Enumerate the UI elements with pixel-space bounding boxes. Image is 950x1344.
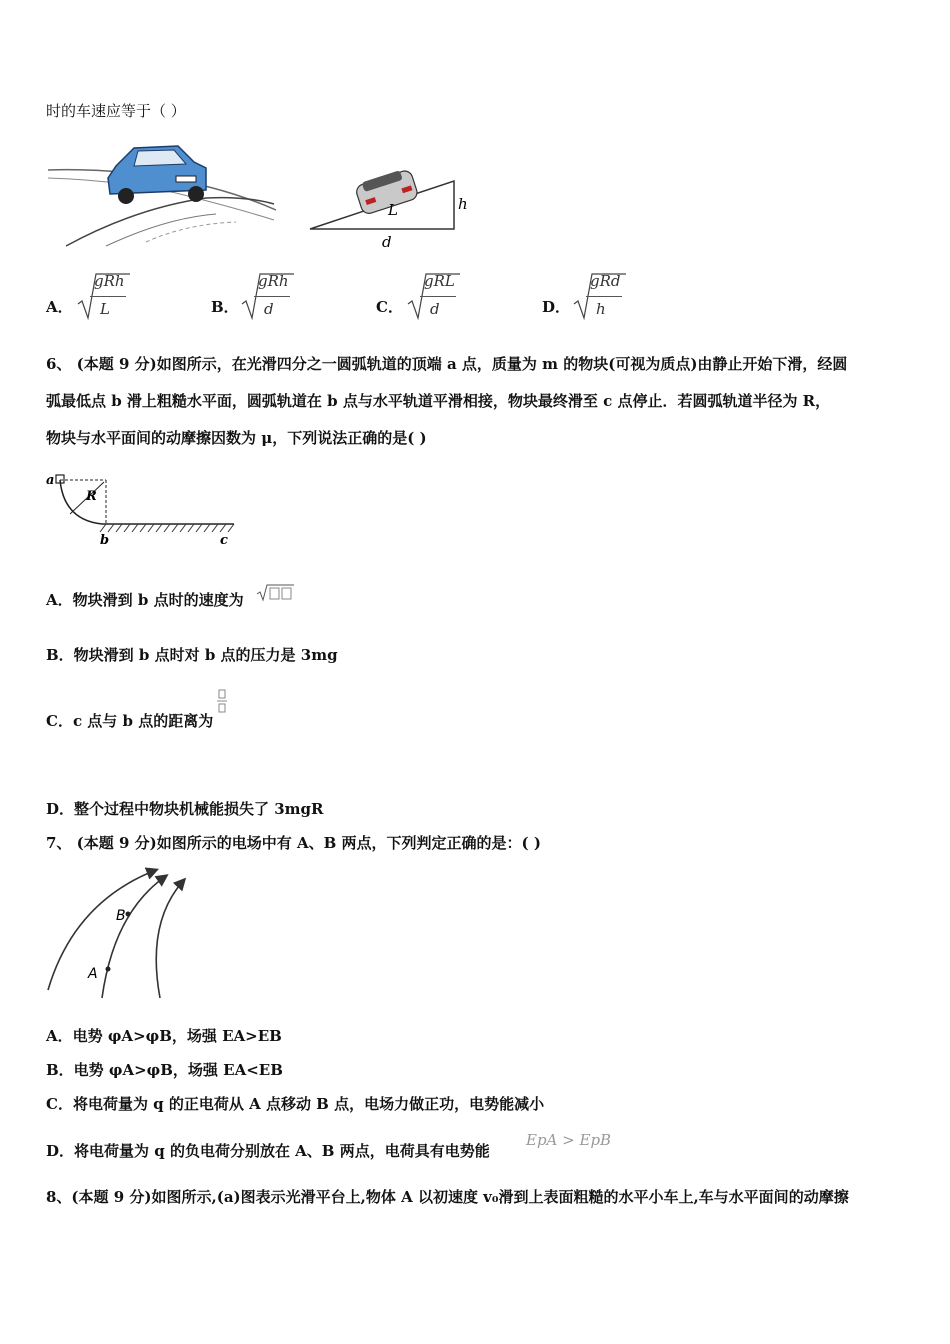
- incline-car-diagram: [308, 155, 470, 250]
- q8-stem: 8、(本题 9 分)如图所示,(a)图表示光滑平台上,物体 A 以初速度 v₀滑到上表面粗糙的水平小车上,车与水平面间的动摩擦: [46, 1188, 849, 1206]
- car-curve-illustration: [46, 138, 278, 250]
- electric-field-lines-diagram: [44, 862, 194, 1004]
- label-R: R: [86, 489, 97, 504]
- q6-stem-line1: 6、 (本题 9 分)如图所示，在光滑四分之一圆弧轨道的顶端 a 点，质量为 m 的物块(可视为质点)由静止开始下滑，经圆: [46, 355, 848, 373]
- label-A: A: [88, 966, 98, 982]
- q6-option-d[interactable]: D．整个过程中物块机械能损失了 3mgR: [46, 800, 324, 818]
- q7-option-b[interactable]: B．电势 φA>φB，场强 EA<EB: [46, 1061, 283, 1079]
- label-L: L: [388, 201, 398, 219]
- potential-energy-formula: EpA > EpB: [526, 1131, 612, 1149]
- q5-stem-tail: 时的车速应等于（ ）: [46, 102, 186, 120]
- q6-option-c-text: C．c 点与 b 点的距离为: [46, 712, 214, 730]
- option-letter: A．: [46, 298, 73, 316]
- q6-option-b[interactable]: B．物块滑到 b 点时对 b 点的压力是 3mg: [46, 646, 338, 664]
- radical-formula: gRd h: [572, 270, 628, 322]
- sqrt-placeholder-formula: [256, 583, 296, 603]
- label-b: b: [100, 533, 110, 548]
- q6-stem-line3: 物块与水平面间的动摩擦因数为 μ，下列说法正确的是( ): [46, 429, 427, 447]
- radical-formula: gRh d: [240, 270, 296, 322]
- q7-option-c[interactable]: C．将电荷量为 q 的正电荷从 A 点移动 B 点，电场力做正功，电势能减小: [46, 1095, 545, 1113]
- q6-stem-line2: 弧最低点 b 滑上粗糙水平面，圆弧轨道在 b 点与水平轨道平滑相接，物块最终滑至 c 点停止．若圆弧轨道半径为 R，: [46, 392, 831, 410]
- label-B: B: [116, 908, 126, 924]
- label-c: c: [220, 533, 228, 548]
- fraction-placeholder-formula: [216, 688, 228, 718]
- q6-option-a-text: A．物块滑到 b 点时的速度为: [46, 591, 244, 609]
- label-d: d: [382, 233, 392, 250]
- radical-formula: gRL d: [406, 270, 462, 322]
- option-letter: D．: [542, 298, 571, 316]
- option-letter: C．: [376, 298, 403, 316]
- q7-option-a[interactable]: A．电势 φA>φB，场强 EA>EB: [46, 1027, 282, 1045]
- radical-formula: gRh L: [76, 270, 132, 322]
- arc-track-diagram: [44, 468, 240, 548]
- option-letter: B．: [211, 298, 239, 316]
- q7-stem: 7、 (本题 9 分)如图所示的电场中有 A、B 两点，下列判定正确的是：( ): [46, 834, 541, 852]
- label-h: h: [458, 195, 468, 213]
- label-a: a: [46, 473, 55, 488]
- q7-option-d-text: D．将电荷量为 q 的负电荷分别放在 A、B 两点，电荷具有电势能: [46, 1142, 490, 1160]
